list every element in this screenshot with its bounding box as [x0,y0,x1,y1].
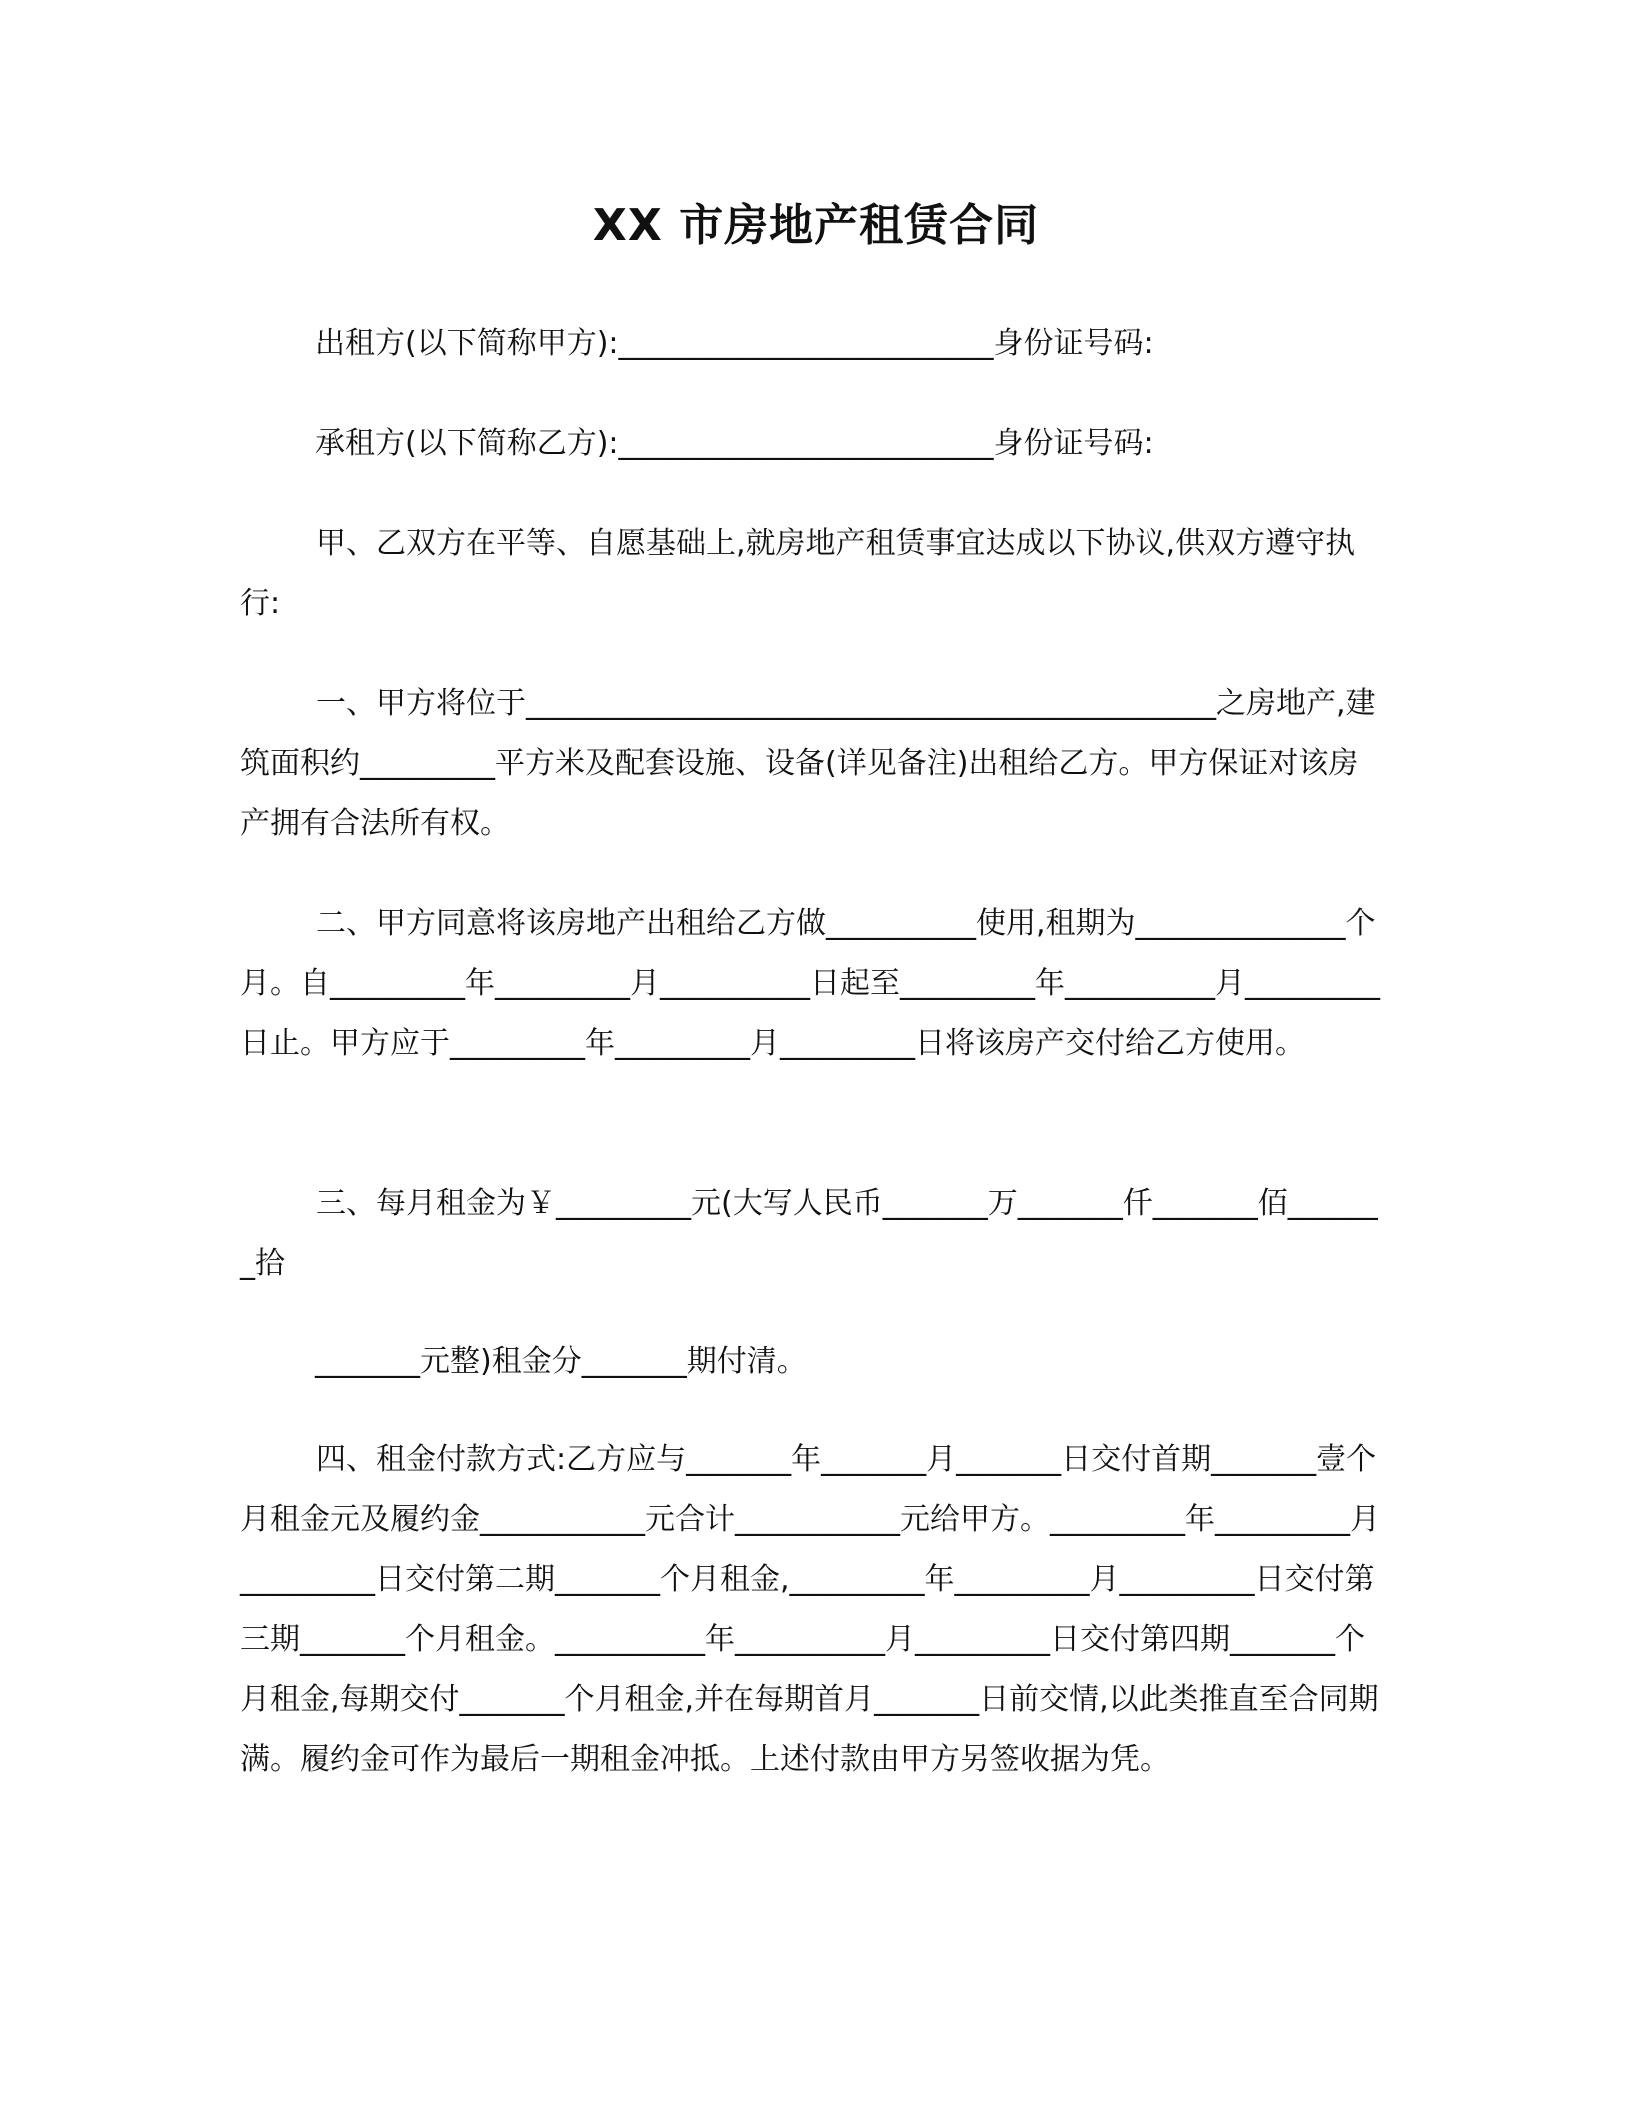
clause-2-paragraph: 二、甲方同意将该房地产出租给乙方做__________使用,租期为______________个月。自_________年_________月__________日起至_________年__________月_________日止。甲方应于_________年_________月_________日将该房产交付给乙方使用。 [240,906,1380,1061]
document-title: XX 市房地产租赁合同 [592,200,1040,251]
clause-3-paragraph: 三、每月租金为￥_________元(大写人民币_______万_______仟_______佰_______拾 [240,1186,1378,1281]
clause-4-paragraph: 四、租金付款方式:乙方应与_______年_______月_______日交付首期_______壹个月租金元及履约金___________元合计___________元给甲方。_________年_________月_________日交付第二期_______个月租金,_________年_________月_________日交付第三期_______个月租金。__________年__________月_________日交付第四期_______个月租金,每期交付_______个月租金,并在每期首月_______日前交情,以此类推直至合同期满。履约金可作为最后一期租金冲抵。上述付款由甲方另签收据为凭。 [240,1442,1380,1777]
clause-1-paragraph: 一、甲方将位于______________________________________________之房地产,建筑面积约_________平方米及配套设施、设备(详见备注)出租给乙方。甲方保证对该房产拥有合法所有权。 [240,686,1376,841]
lessor-line: 出租方(以下简称甲方):_________________________身份证号码: [315,326,1154,361]
lessee-line: 承租方(以下简称乙方):_________________________身份证号码: [315,426,1154,461]
preamble-paragraph: 甲、乙双方在平等、自愿基础上,就房地产租赁事宜达成以下协议,供双方遵守执行: [240,526,1356,621]
clause-3-continuation: _______元整)租金分_______期付清。 [315,1344,807,1379]
